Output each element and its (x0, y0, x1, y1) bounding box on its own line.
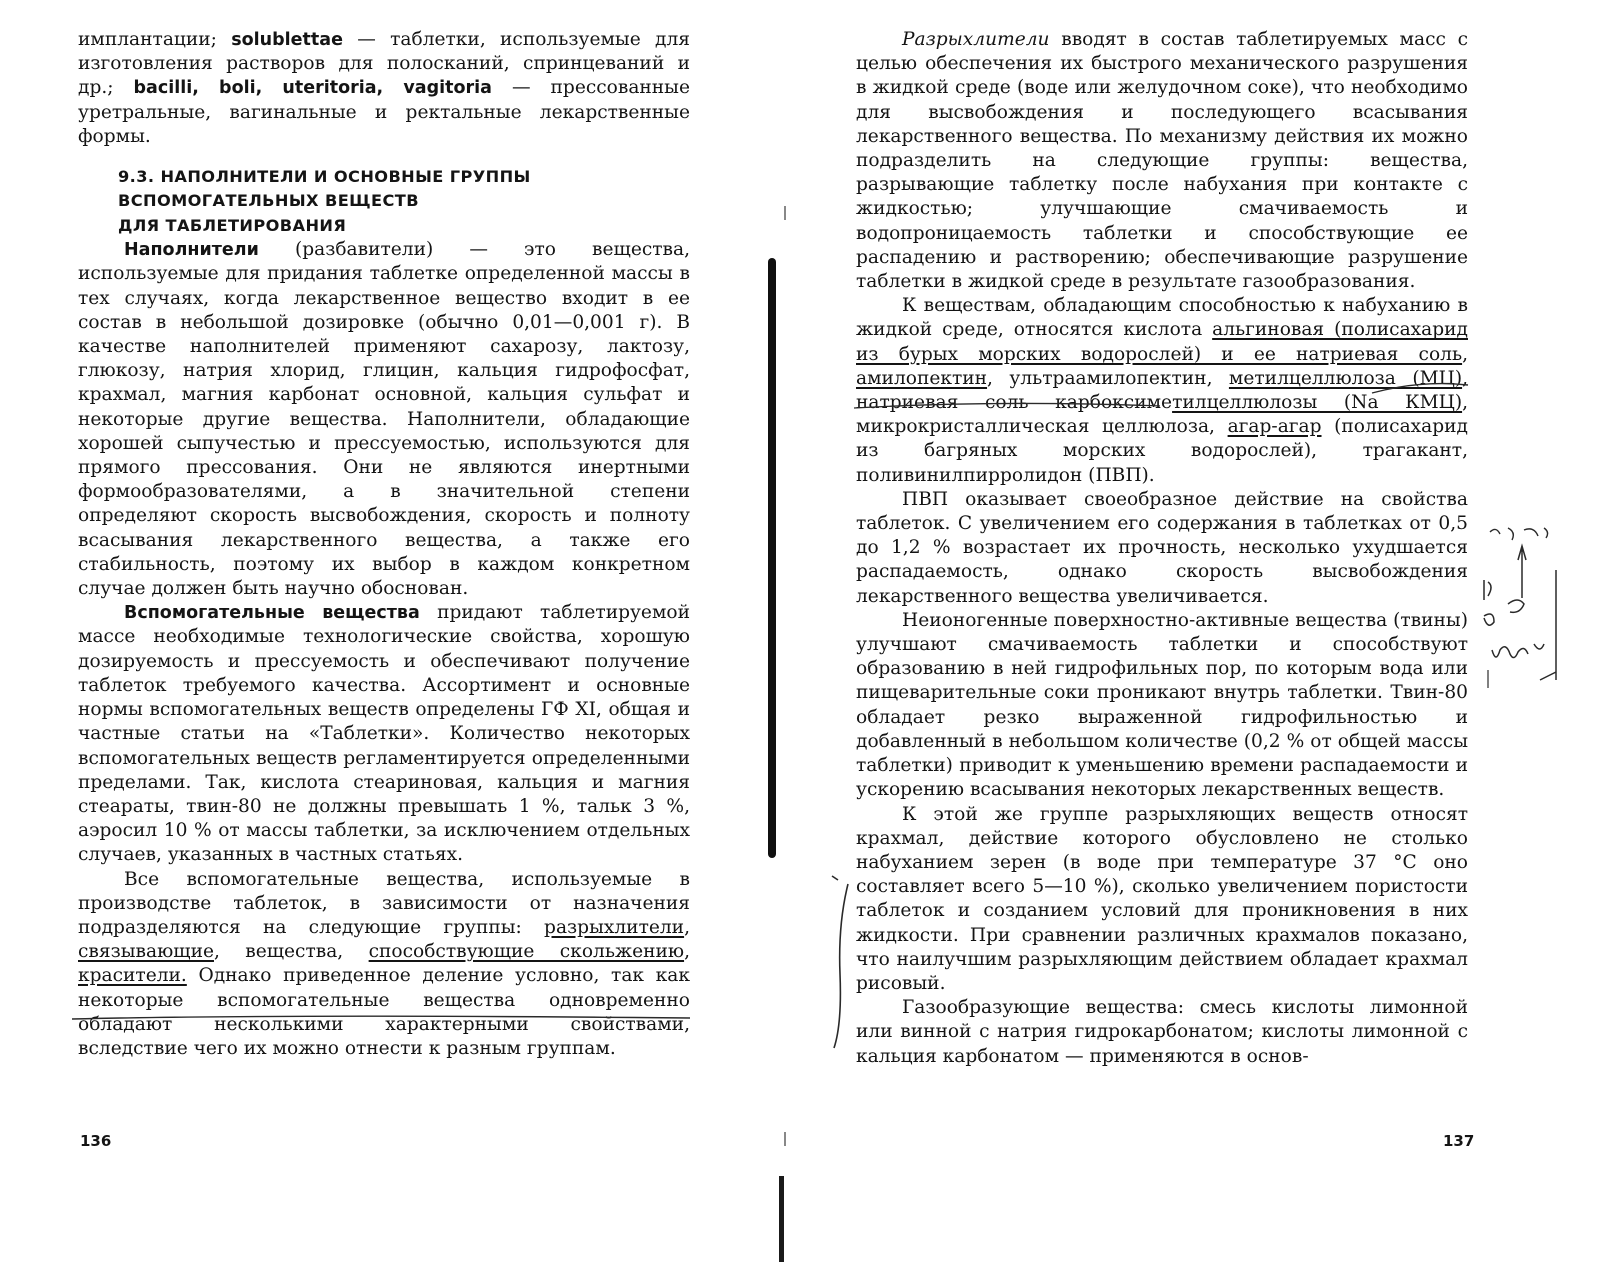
text-run: — прессованные уретральные, вагинальные и ректальные лекарственные формы. (78, 77, 690, 147)
text-run: , ультраамилопектин, (987, 367, 1229, 389)
italic-term: Разрыхлители (902, 29, 1050, 50)
text-run: , микрокристаллическая целлюлоза, (856, 392, 1468, 438)
pen-underline (1372, 384, 1468, 393)
paragraph-nonionic-surfactants: Неионогенные поверхностно-активные вещества (твины) улучшают смачиваемость таблетки и способствуют образованию в ней гидрофильных пор, по которым вода или пищеварительные соки проникают внутрь таблетки. Твин-80 обладает резко выраженной гидрофильностью и добавленный в небольшом количестве (0,2 % от общей массы таблетки) приводит к уменьшению времени распадаемости и ускорению всасывания некоторых лекарственных веществ. (856, 609, 1468, 801)
underlined-term: способствующие скольжению (368, 941, 685, 963)
text-run: , (684, 916, 690, 938)
pen-underline (72, 1016, 690, 1019)
page-number-right: 137 (1443, 1132, 1475, 1150)
text-run: , вещества, (213, 941, 369, 963)
heading-line: 9.3. НАПОЛНИТЕЛИ И ОСНОВНЫЕ ГРУППЫ (118, 167, 531, 187)
text-run: (полисахарид из багряных морских водорослей), трагакант, поливинилпирролидон (ПВП). (856, 416, 1468, 486)
text-run: (разбавители) — это вещества, используемые для придания таблетке определенной массы в тех случаях, когда лекарственное вещество входит в ее состав в небольшой дозировке (обычно 0,01—0,001 г). В качестве наполнителей применяют сахарозу, лактозу, глюкозу, натрия хлорид, глицин, кальция гидрофосфат, крахмал, магния карбонат основной, кальция сульфат и некоторые другие вещества. Наполнители, обладающие хорошей сыпучестью и прессуемостью, используются для прямого прессования. Они не являются инертными формообразователями, а в значительной степени определяют скорость высвобождения, скорость и полноту всасывания лекарственного вещества, а также его стабильность, поэтому их выбор в каждом конкретном случае должен быть научно обоснован. (78, 239, 690, 600)
text-run: придают таблетируемой массе необходимые технологические свойства, хорошую дозируемость и прессуемость и обеспечивают получение таблеток требуемого качества. Ассортимент и основные нормы вспомогательных веществ определены ГФ XI, общая и частные статьи на «Таблетки». Количество некоторых вспомогательных веществ регламентируется определенными пределами. Так, кислота стеариновая, кальция и магния стеараты, твин-80 не должны превышать 1 %, тальк 3 %, аэросил 10 % от массы таблетки, за исключением отдельных случаев, указанных в частных статьях. (78, 602, 690, 866)
paragraph-starch: К этой же группе разрыхляющих веществ относят крахмал, действие которого обусловлено не столько набуханием зерен (в воде при температуре 37 °С оно составляет всего 5—10 %), сколько увеличением пористости таблеток и созданием условий для проникновения в них жидкости. При сравнении различных крахмалов показано, что наилучшим разрыхляющим действием обладает крахмал рисовый. (856, 803, 1468, 994)
underlined-term: разрыхлители (544, 916, 685, 938)
text-run: имплантации; (78, 29, 232, 50)
underlined-term: тилцеллюлозы (Na КМЦ) (1172, 392, 1463, 414)
paragraph-gas-forming: Газообразующие вещества: смесь кислоты лимонной или винной с натрия гидрокарбонатом; кислоты лимонной с кальция карбонатом — применяются в основ- (856, 997, 1468, 1067)
page-number-left: 136 (80, 1132, 112, 1150)
bold-term: solublettae (231, 30, 343, 50)
text-run: вводят в состав таблетируемых масс с целью обеспечения их быстрого механического разрушения в жидкой среде (воде или желудочном соке), что необходимо для высвобождения и последующего всасывания лекарственного вещества. По механизму действия их можно подразделить на следующие группы: вещества, разрывающие таблетку после набухания при контакте с жидкостью; улучшающие смачиваемость и водопроницаемость таблетки и способствующие ее распадению и растворению; обеспечивающие разрушение таблетки в жидкой среде в результате газообразования. (856, 29, 1468, 293)
underlined-term: связывающие (78, 941, 214, 963)
text-run: Все вспомогательные вещества, используемые в производстве таблеток, в зависимости от назначения подразделяются на следующие группы: (78, 868, 690, 938)
text-run: , (684, 941, 690, 963)
paragraph-pvp: ПВП оказывает своеобразное действие на свойства таблеток. С увеличением его содержания в таблетках от 0,5 до 1,2 % возрастает их прочность, несколько ухудшается распадаемость, однако скорость высвобождения лекарственного вещества увеличивается. (856, 488, 1468, 607)
underlined-term: амилопектин (856, 367, 988, 389)
heading-line: ВСПОМОГАТЕЛЬНЫХ ВЕЩЕСТВ (118, 191, 419, 211)
underlined-term: метилцеллюлоза (МЦ) (1228, 367, 1463, 389)
text-run: , (1462, 343, 1468, 365)
text-run: — таблетки, используемые для изготовления растворов для полосканий, спринцеваний и др.; (78, 29, 691, 99)
underlined-term: красители. (78, 965, 187, 987)
pen-underline (854, 403, 1160, 408)
text-run: К веществам, обладающим способностью к набуханию в жидкой среде, относятся кислота (856, 295, 1468, 341)
bold-term: bacilli, boli, uteritoria, vagitoria (133, 78, 492, 99)
bold-term: Наполнители (124, 240, 259, 261)
heading-line: ДЛЯ ТАБЛЕТИРОВАНИЯ (118, 215, 347, 235)
underlined-term: агар-агар (1227, 416, 1322, 438)
bold-term: Вспомогательные вещества (124, 603, 420, 624)
text-run: Однако приведенное деление условно, так как некоторые вспомогательные вещества одновременно обладают несколькими характерными свойствами, вследствие чего их можно отнести к разным группам. (78, 965, 690, 1059)
underlined-term: альгиновая (полисахарид из бурых морских водорослей) и ее натриевая соль (856, 319, 1468, 365)
text-run: , натриевая соль карбоксиме (856, 367, 1468, 414)
